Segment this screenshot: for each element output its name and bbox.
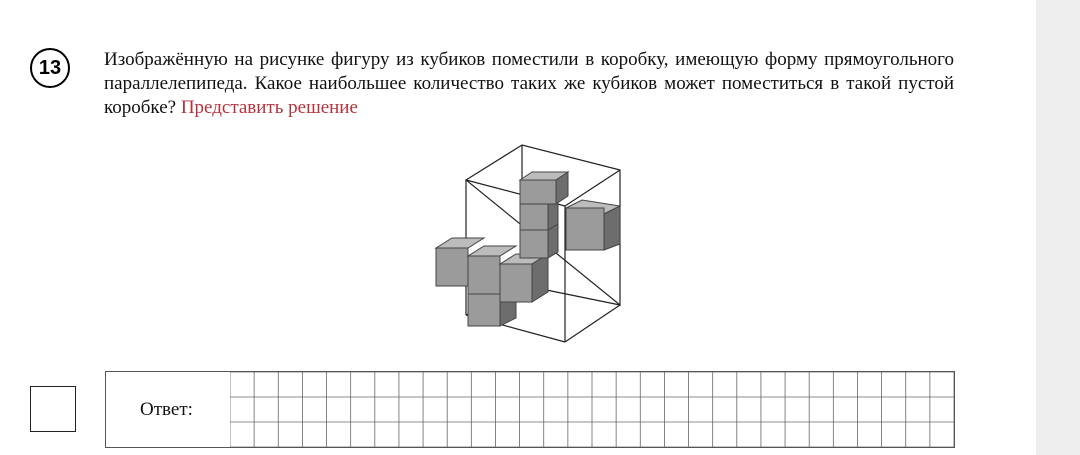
answer-checkbox[interactable] [30,386,76,432]
answer-field [105,371,955,448]
task-number: 13 [38,56,62,79]
box-edge [565,305,620,342]
box-edge [565,170,620,206]
cube [566,200,620,250]
cubes-in-box-figure [430,140,630,350]
task-number-badge [30,48,70,88]
question-text: Изображённую на рисунке фигуру из кубиков поместили в коробку, имеющую форму прямоугольного параллелепипеда. Какое наибольшее количество таких же кубиков может поместиться в такой пустой коробке? [104,49,954,118]
question-text-block [104,48,954,120]
right-margin-strip [1036,0,1080,455]
answer-grid[interactable] [230,372,954,447]
cube [520,172,568,204]
answer-label: Ответ: [140,399,193,420]
show-solution-link[interactable]: Представить решение [180,97,358,118]
cube [500,254,548,302]
